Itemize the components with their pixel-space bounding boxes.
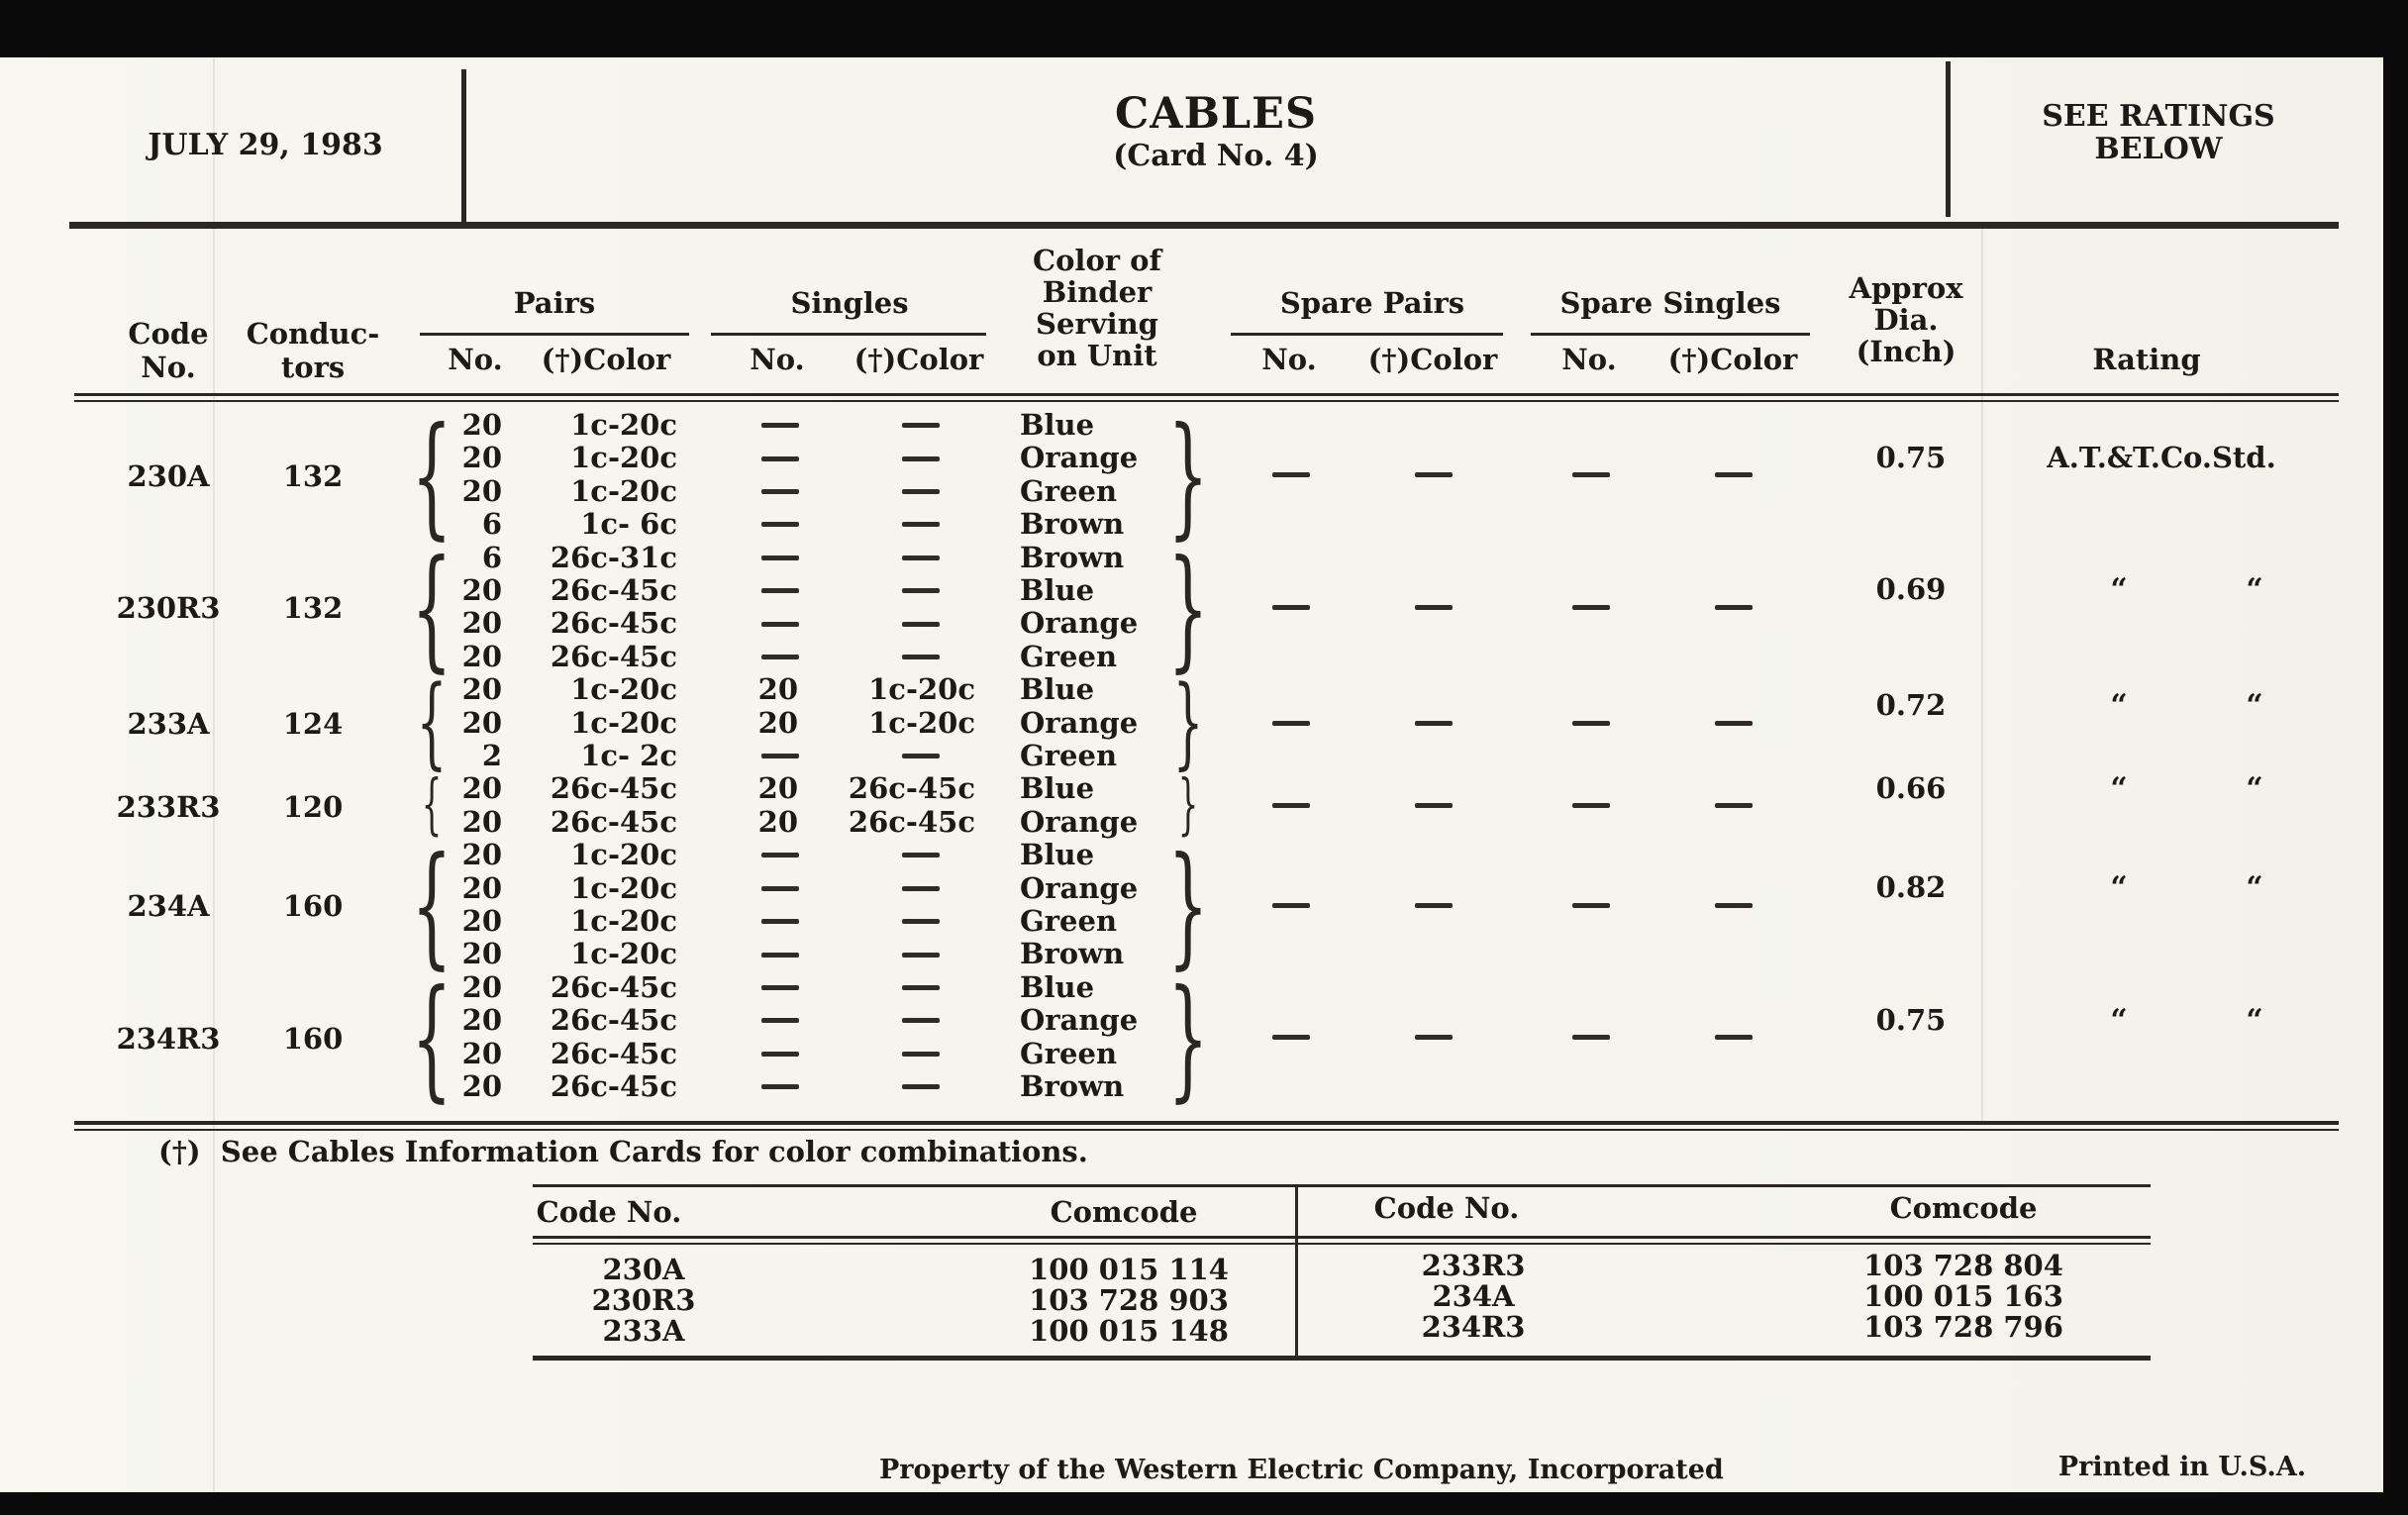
cell-spare-dash [1715,1035,1753,1040]
cell-pairs-color: 26c-45c [550,771,677,806]
col-group-underline [711,333,986,336]
cell-spare-dash [1715,903,1753,908]
col-group-pairs: Pairs [513,286,596,320]
cell-pairs-color: 1c-20c [570,904,677,938]
header-thick-rule [69,222,2339,229]
cell-rating-ditto: “ [2246,1002,2263,1038]
card-date: JULY 29, 1983 [148,128,383,162]
cell-rating-ditto: “ [2246,770,2263,806]
ratings-note-line1: SEE RATINGS [2042,99,2275,134]
cell-pairs-color: 1c-20c [570,672,677,707]
col-header-binder-line4: on Unit [1037,339,1157,372]
group-brace-left: { [411,530,452,685]
cell-singles-no-dash [761,1084,799,1089]
cell-pairs-no: 2 [481,739,502,772]
cell-singles-no-dash [761,953,799,958]
sub-header-no: No. [750,343,805,376]
cell-singles-no-dash [761,489,799,494]
cell-singles-color: 1c-20c [868,705,975,740]
col-group-underline [420,333,689,336]
cell-code-no: 230A [127,458,210,493]
cell-binder-color: Blue [1020,838,1095,872]
cell-binder-color: Blue [1020,672,1095,707]
cell-singles-color-dash [902,556,940,560]
group-brace-right: } [1167,530,1209,685]
cell-pairs-no: 20 [461,937,502,971]
cell-singles-no-dash [761,919,799,924]
cell-spare-dash [1272,803,1310,808]
sub-header-color: (†)Color [1367,343,1498,376]
comcode-row-value: 103 728 903 [1029,1283,1229,1317]
cell-conductors: 160 [282,889,344,923]
cell-rating-ditto: “ [2110,770,2128,806]
sub-header-no: No. [1261,343,1317,376]
cell-pairs-no: 20 [461,838,502,872]
cell-singles-color-dash [902,423,940,428]
cell-binder-color: Orange [1020,441,1139,475]
sub-header-no: No. [448,343,503,376]
col-header-dia-line2: Dia. [1873,303,1939,337]
cell-singles-color-dash [902,953,940,958]
cell-pairs-no: 6 [481,540,502,574]
cell-binder-color: Orange [1020,606,1139,641]
col-header-binder-line2: Binder [1042,275,1153,309]
cell-singles-color-dash [902,1018,940,1023]
cell-singles-color-dash [902,1052,940,1057]
cell-rating-ditto: “ [2246,572,2263,608]
cell-singles-color-dash [902,655,940,659]
sub-header-color: (†)Color [853,343,984,376]
comcode-header-code-right: Code No. [1373,1191,1520,1225]
col-header-conductors-line2: tors [280,351,346,384]
cell-code-no: 233R3 [116,789,221,824]
cell-pairs-no: 20 [461,1003,502,1038]
cell-binder-color: Green [1020,739,1118,772]
cell-pairs-color: 1c-20c [570,937,677,971]
cell-code-no: 234A [127,889,210,923]
comcode-row-value: 103 728 796 [1863,1310,2063,1344]
cell-spare-dash [1572,605,1610,610]
table-bottom-rule-2 [74,1129,2339,1131]
group-brace-right: } [1172,665,1204,780]
cell-binder-color: Green [1020,473,1118,508]
comcode-row-code: 230R3 [591,1283,696,1317]
cell-spare-dash [1715,472,1753,477]
cell-pairs-no: 20 [461,1069,502,1103]
cell-singles-color: 26c-45c [848,771,975,806]
group-brace-right: } [1167,827,1209,983]
cell-binder-color: Green [1020,1036,1118,1070]
sub-header-color: (†)Color [541,343,671,376]
cell-pairs-no: 20 [461,904,502,938]
cell-spare-dash [1715,605,1753,610]
cell-binder-color: Green [1020,639,1118,673]
comcode-row-value: 100 015 148 [1029,1314,1229,1348]
col-header-dia-line3: (Inch) [1856,335,1956,368]
comcode-row-code: 234R3 [1421,1310,1526,1344]
cell-singles-no-dash [761,886,799,891]
cell-pairs-no: 20 [461,606,502,641]
footnote: (†) See Cables Information Cards for color combinations. [158,1135,1088,1168]
cell-singles-color-dash [902,985,940,990]
group-brace-left: { [411,827,452,983]
cell-singles-color-dash [902,754,940,758]
comcode-row-value: 100 015 114 [1029,1253,1229,1286]
cell-binder-color: Green [1020,904,1118,938]
cell-pairs-no: 20 [461,473,502,508]
cell-singles-no-dash [761,522,799,527]
cell-binder-color: Blue [1020,573,1095,607]
cell-singles-no-dash [761,754,799,758]
cell-approx-dia: 0.69 [1875,572,1947,607]
cell-binder-color: Blue [1020,771,1095,806]
cell-pairs-color: 1c-20c [570,473,677,508]
cell-pairs-no: 20 [461,870,502,905]
cell-singles-no-dash [761,423,799,428]
comcode-row-code: 233A [602,1314,685,1348]
cell-approx-dia: 0.82 [1875,870,1947,904]
cell-pairs-no: 20 [461,441,502,475]
col-header-conductors-line1: Conduc- [246,317,380,351]
comcode-bottom-rule [533,1356,2151,1361]
cell-binder-color: Brown [1020,1069,1125,1103]
cell-singles-no-dash [761,985,799,990]
cell-pairs-color: 26c-31c [550,540,677,574]
cell-spare-dash [1572,803,1610,808]
col-header-code-line1: Code [128,317,209,351]
cell-pairs-no: 20 [461,573,502,607]
cell-pairs-color: 26c-45c [550,639,677,673]
col-group-spare-singles: Spare Singles [1559,286,1781,320]
cell-singles-color-dash [902,522,940,527]
comcode-row-code: 234A [1432,1279,1515,1313]
cell-spare-dash [1572,472,1610,477]
cell-singles-color-dash [902,622,940,627]
cell-spare-dash [1415,472,1453,477]
cell-singles-color-dash [902,853,940,858]
cell-spare-dash [1415,803,1453,808]
cell-singles-no: 20 [757,672,798,707]
cell-code-no: 234R3 [116,1021,221,1056]
group-brace-left: { [411,960,452,1115]
cell-binder-color: Orange [1020,804,1139,839]
cell-rating-ditto: “ [2110,572,2128,608]
cell-singles-no-dash [761,655,799,659]
cell-code-no: 230R3 [116,591,221,626]
cell-pairs-no: 20 [461,408,502,442]
cell-spare-dash [1415,903,1453,908]
comcode-header-rule-1 [533,1236,2151,1239]
cell-spare-dash [1415,721,1453,726]
cell-singles-color-dash [902,919,940,924]
col-header-binder-line1: Color of [1033,244,1161,277]
cell-pairs-no: 20 [461,672,502,707]
cell-singles-color-dash [902,588,940,593]
rating-column-faint-line [1981,228,1983,1124]
comcode-row-code: 233R3 [1421,1249,1526,1282]
group-brace-left: { [416,665,448,780]
cell-binder-color: Blue [1020,969,1095,1004]
cell-approx-dia: 0.66 [1875,770,1947,805]
cell-pairs-no: 20 [461,639,502,673]
cell-conductors: 132 [282,591,344,626]
comcode-top-rule [533,1184,2151,1187]
cell-rating-ditto: “ [2246,688,2263,724]
cell-pairs-color: 1c-20c [570,838,677,872]
comcode-center-divider [1295,1184,1298,1361]
cell-pairs-color: 1c- 6c [580,507,677,542]
cell-rating-ditto: “ [2110,688,2128,724]
comcode-header-code-left: Code No. [536,1195,682,1229]
col-header-dia-line1: Approx [1849,271,1963,305]
page-title: CABLES [1115,89,1317,139]
cell-pairs-color: 1c-20c [570,705,677,740]
comcode-row-value: 103 728 804 [1863,1249,2063,1282]
sub-header-no: No. [1561,343,1617,376]
cell-binder-color: Brown [1020,507,1125,542]
cell-spare-dash [1572,903,1610,908]
cell-pairs-no: 20 [461,1036,502,1070]
sub-header-color: (†)Color [1667,343,1798,376]
cell-rating-ditto: “ [2246,870,2263,905]
cell-pairs-color: 26c-45c [550,573,677,607]
col-header-code-line2: No. [141,351,196,384]
comcode-row-code: 230A [602,1253,685,1286]
cell-spare-dash [1272,472,1310,477]
cell-pairs-color: 26c-45c [550,1036,677,1070]
col-group-spare-pairs: Spare Pairs [1279,286,1465,320]
comcode-header-comcode-left: Comcode [1050,1195,1198,1229]
cell-singles-no-dash [761,622,799,627]
cell-pairs-color: 1c- 2c [580,739,677,772]
cell-binder-color: Blue [1020,408,1095,442]
cell-binder-color: Brown [1020,937,1125,971]
footer-property-line: Property of the Western Electric Company, Incorporated [879,1455,1724,1485]
cell-binder-color: Orange [1020,870,1139,905]
cell-conductors: 124 [282,707,344,742]
cell-pairs-no: 20 [461,969,502,1004]
cell-conductors: 132 [282,458,344,493]
cell-spare-dash [1272,605,1310,610]
col-header-rating: Rating [2092,343,2201,376]
cell-pairs-color: 1c-20c [570,441,677,475]
comcode-header-rule-2 [533,1243,2151,1245]
footer-printed-line: Printed in U.S.A. [2057,1452,2307,1482]
cell-binder-color: Brown [1020,540,1125,574]
cell-singles-color-dash [902,1084,940,1089]
cell-singles-color-dash [902,489,940,494]
col-group-underline [1531,333,1810,336]
cell-singles-no-dash [761,1018,799,1023]
cell-rating: A.T.&T.Co.Std. [2047,440,2276,474]
col-group-singles: Singles [790,286,909,320]
group-brace-right: } [1167,960,1209,1115]
header-bottom-rule-1 [74,393,2339,396]
cell-pairs-color: 26c-45c [550,1069,677,1103]
cell-spare-dash [1572,1035,1610,1040]
cell-singles-no-dash [761,1052,799,1057]
cell-spare-dash [1272,1035,1310,1040]
cell-singles-color-dash [902,886,940,891]
cell-spare-dash [1272,721,1310,726]
cell-spare-dash [1715,803,1753,808]
comcode-header-comcode-right: Comcode [1889,1191,2038,1225]
cell-rating-ditto: “ [2110,870,2128,905]
cell-approx-dia: 0.75 [1875,440,1947,474]
table-bottom-rule-1 [74,1121,2339,1125]
cell-singles-no-dash [761,456,799,461]
cell-pairs-color: 1c-20c [570,870,677,905]
cell-spare-dash [1415,1035,1453,1040]
cell-approx-dia: 0.75 [1875,1002,1947,1037]
col-group-underline [1231,333,1503,336]
group-brace-right: } [1167,397,1209,553]
cell-pairs-color: 26c-45c [550,804,677,839]
cell-conductors: 120 [282,789,344,824]
paper-crease [213,57,215,1492]
cell-pairs-no: 20 [461,705,502,740]
cell-pairs-color: 26c-45c [550,969,677,1004]
cell-singles-no-dash [761,556,799,560]
cell-spare-dash [1572,721,1610,726]
cell-singles-no: 20 [757,705,798,740]
cell-binder-color: Orange [1020,1003,1139,1038]
cell-singles-color: 1c-20c [868,672,975,707]
cell-binder-color: Orange [1020,705,1139,740]
cell-pairs-color: 26c-45c [550,1003,677,1038]
cell-pairs-no: 20 [461,804,502,839]
header-divider-right [1946,61,1951,217]
page-subtitle: (Card No. 4) [1113,139,1319,173]
cell-spare-dash [1415,605,1453,610]
ratings-note-line2: BELOW [2094,132,2223,166]
cell-pairs-color: 26c-45c [550,606,677,641]
cell-singles-color-dash [902,456,940,461]
cell-singles-no-dash [761,588,799,593]
cell-spare-dash [1715,721,1753,726]
cell-spare-dash [1272,903,1310,908]
cell-approx-dia: 0.72 [1875,688,1947,723]
cell-pairs-no: 20 [461,771,502,806]
cell-singles-color: 26c-45c [848,804,975,839]
cell-code-no: 233A [127,707,210,742]
group-brace-right: } [1177,767,1199,845]
group-brace-left: { [421,767,443,845]
cell-rating-ditto: “ [2110,1002,2128,1038]
cell-singles-no-dash [761,853,799,858]
col-header-binder-line3: Serving [1036,307,1158,341]
comcode-row-value: 100 015 163 [1863,1279,2063,1313]
cell-conductors: 160 [282,1021,344,1056]
cell-pairs-color: 1c-20c [570,408,677,442]
cell-pairs-no: 6 [481,507,502,542]
cell-singles-no: 20 [757,771,798,806]
cell-singles-no: 20 [757,804,798,839]
group-brace-left: { [411,397,452,553]
header-divider-left [461,69,466,223]
